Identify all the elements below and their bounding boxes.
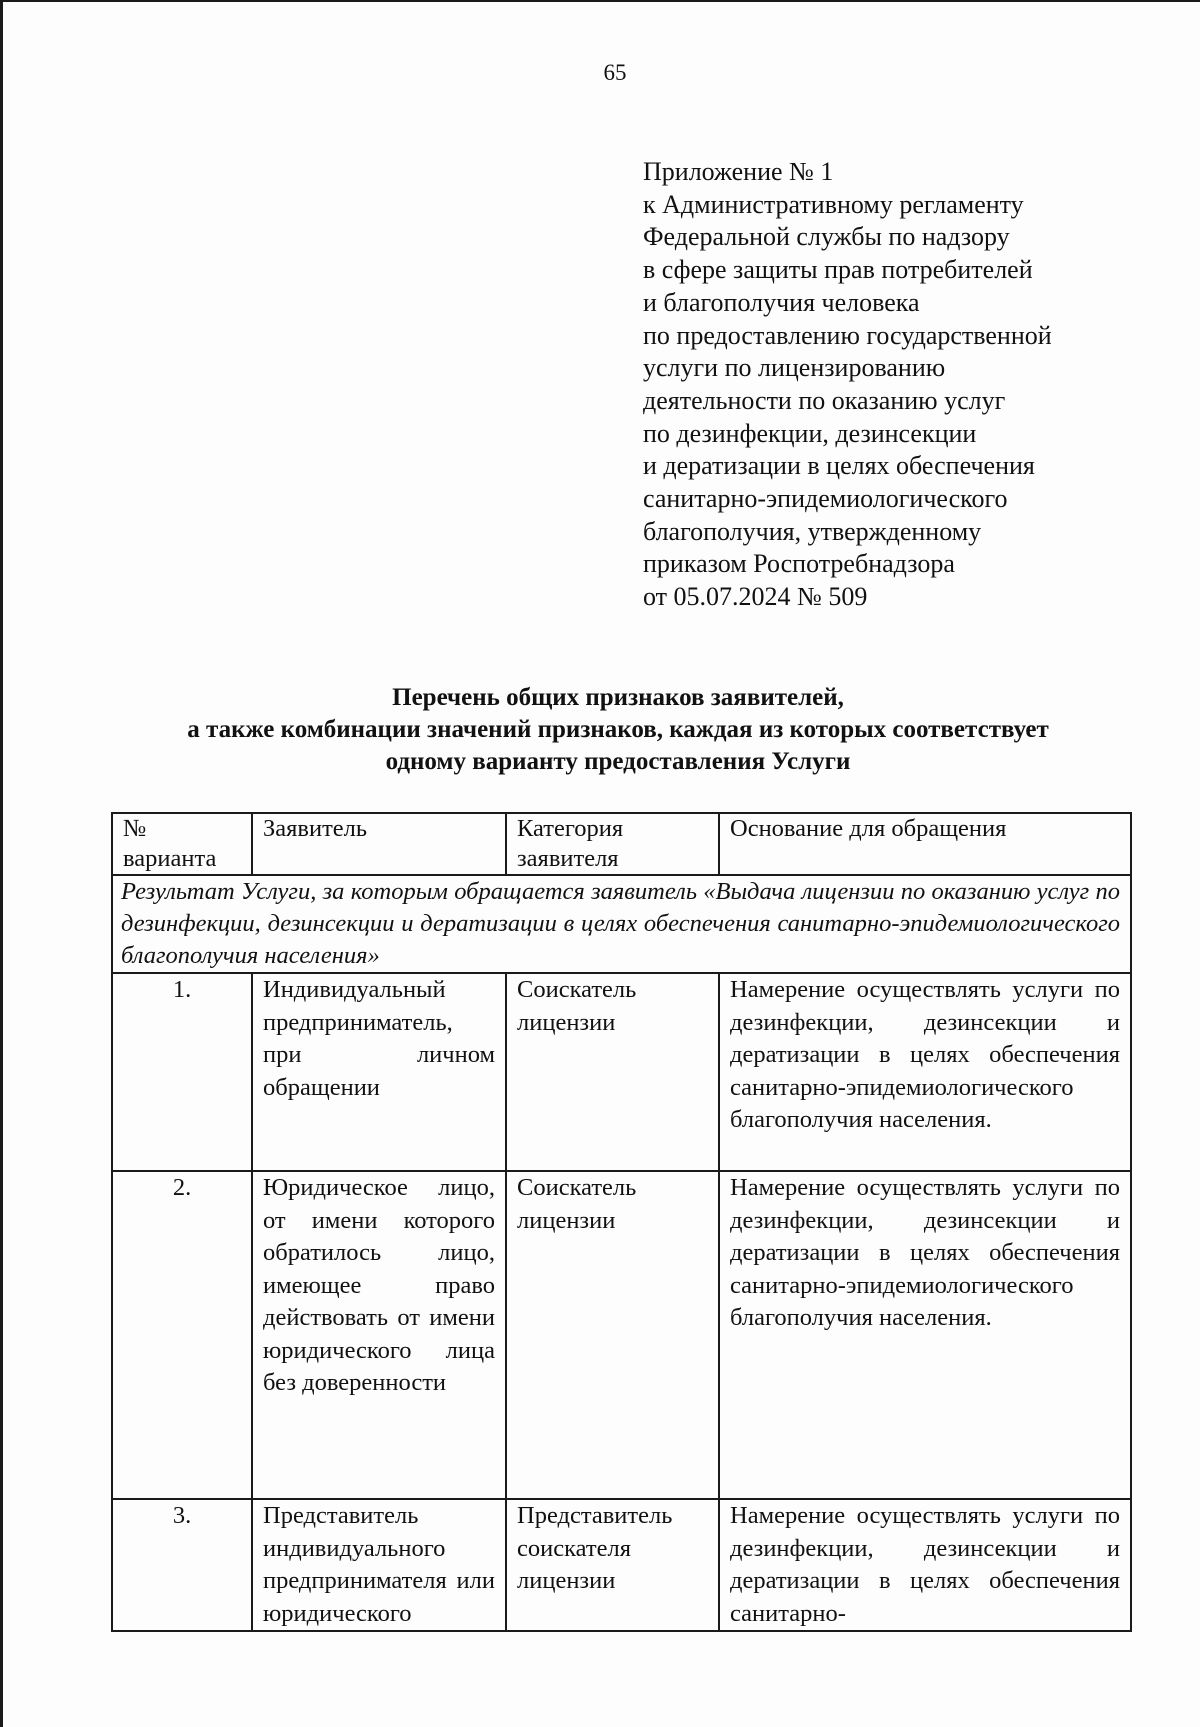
result-row bbox=[112, 875, 1131, 973]
table-row bbox=[112, 1171, 1131, 1499]
applicant-cell: Представитель индивидуального предпринимателя или юридического bbox=[252, 1499, 506, 1631]
variant-number: 2. bbox=[112, 1171, 252, 1499]
title-line: а также комбинации значений признаков, каждая из которых соответствует bbox=[187, 716, 1049, 743]
variant-number: 3. bbox=[112, 1499, 252, 1631]
table-row bbox=[112, 973, 1131, 1171]
variant-number: 1. bbox=[112, 973, 252, 1171]
appendix-line: приказом Роспотребнадзора bbox=[643, 549, 955, 579]
category-cell: Соискатель лицензии bbox=[506, 1171, 719, 1499]
variants-table bbox=[111, 812, 1132, 1632]
appendix-line: в сфере защиты прав потребителей bbox=[643, 255, 1033, 285]
appendix-line: к Административному регламенту bbox=[643, 189, 1024, 219]
basis-cell: Намерение осуществлять услуги по дезинфекции, дезинсекции и дератизации в целях обеспечения санитарно-эпидемиологического благополучия населения. bbox=[719, 973, 1131, 1171]
header-applicant: Заявитель bbox=[252, 813, 506, 875]
appendix-line: услуги по лицензированию bbox=[643, 353, 946, 383]
appendix-line: Федеральной службы по надзору bbox=[643, 222, 1010, 252]
appendix-line: санитарно-эпидемиологического bbox=[643, 484, 1008, 514]
header-number-sign: № bbox=[123, 815, 147, 842]
basis-cell: Намерение осуществлять услуги по дезинфекции, дезинсекции и дератизации в целях обеспечения санитарно- bbox=[719, 1499, 1131, 1631]
service-result-text: Результат Услуги, за которым обращается заявитель «Выдача лицензии по оказанию услуг по дезинфекции, дезинсекции и дератизации в целях обеспечения санитарно-эпидемиологического благополучия населения» bbox=[112, 875, 1131, 973]
appendix-line: по предоставлению государственной bbox=[643, 320, 1052, 350]
title-line: одному варианту предоставления Услуги bbox=[385, 748, 851, 775]
appendix-line: и благополучия человека bbox=[643, 287, 920, 317]
appendix-line: благополучия, утвержденному bbox=[643, 516, 982, 546]
table-header-row bbox=[112, 813, 1131, 875]
basis-cell: Намерение осуществлять услуги по дезинфекции, дезинсекции и дератизации в целях обеспечения санитарно-эпидемиологического благополучия населения. bbox=[719, 1171, 1131, 1499]
appendix-line: и дератизации в целях обеспечения bbox=[643, 451, 1035, 481]
appendix-line: Приложение № 1 bbox=[643, 157, 834, 186]
header-category: Категория заявителя bbox=[506, 813, 719, 875]
header-variant-number bbox=[112, 813, 252, 875]
header-number-label: варианта bbox=[123, 845, 217, 872]
appendix-line: деятельности по оказанию услуг bbox=[643, 385, 1006, 415]
title-line: Перечень общих признаков заявителей, bbox=[392, 684, 844, 711]
header-basis: Основание для обращения bbox=[719, 813, 1131, 875]
category-cell: Представитель соискателя лицензии bbox=[506, 1499, 719, 1631]
applicant-cell: Юридическое лицо, от имени которого обратилось лицо, имеющее право действовать от имени юридического лица без доверенности bbox=[252, 1171, 506, 1499]
appendix-line: от 05.07.2024 № 509 bbox=[643, 582, 868, 612]
document-title bbox=[103, 682, 1133, 778]
page-number: 65 bbox=[603, 60, 627, 85]
appendix-header bbox=[643, 156, 1183, 614]
applicant-cell: Индивидуальный предприниматель, при личном обращении bbox=[252, 973, 506, 1171]
appendix-line: по дезинфекции, дезинсекции bbox=[643, 418, 977, 448]
table-row bbox=[112, 1499, 1131, 1631]
category-cell: Соискатель лицензии bbox=[506, 973, 719, 1171]
